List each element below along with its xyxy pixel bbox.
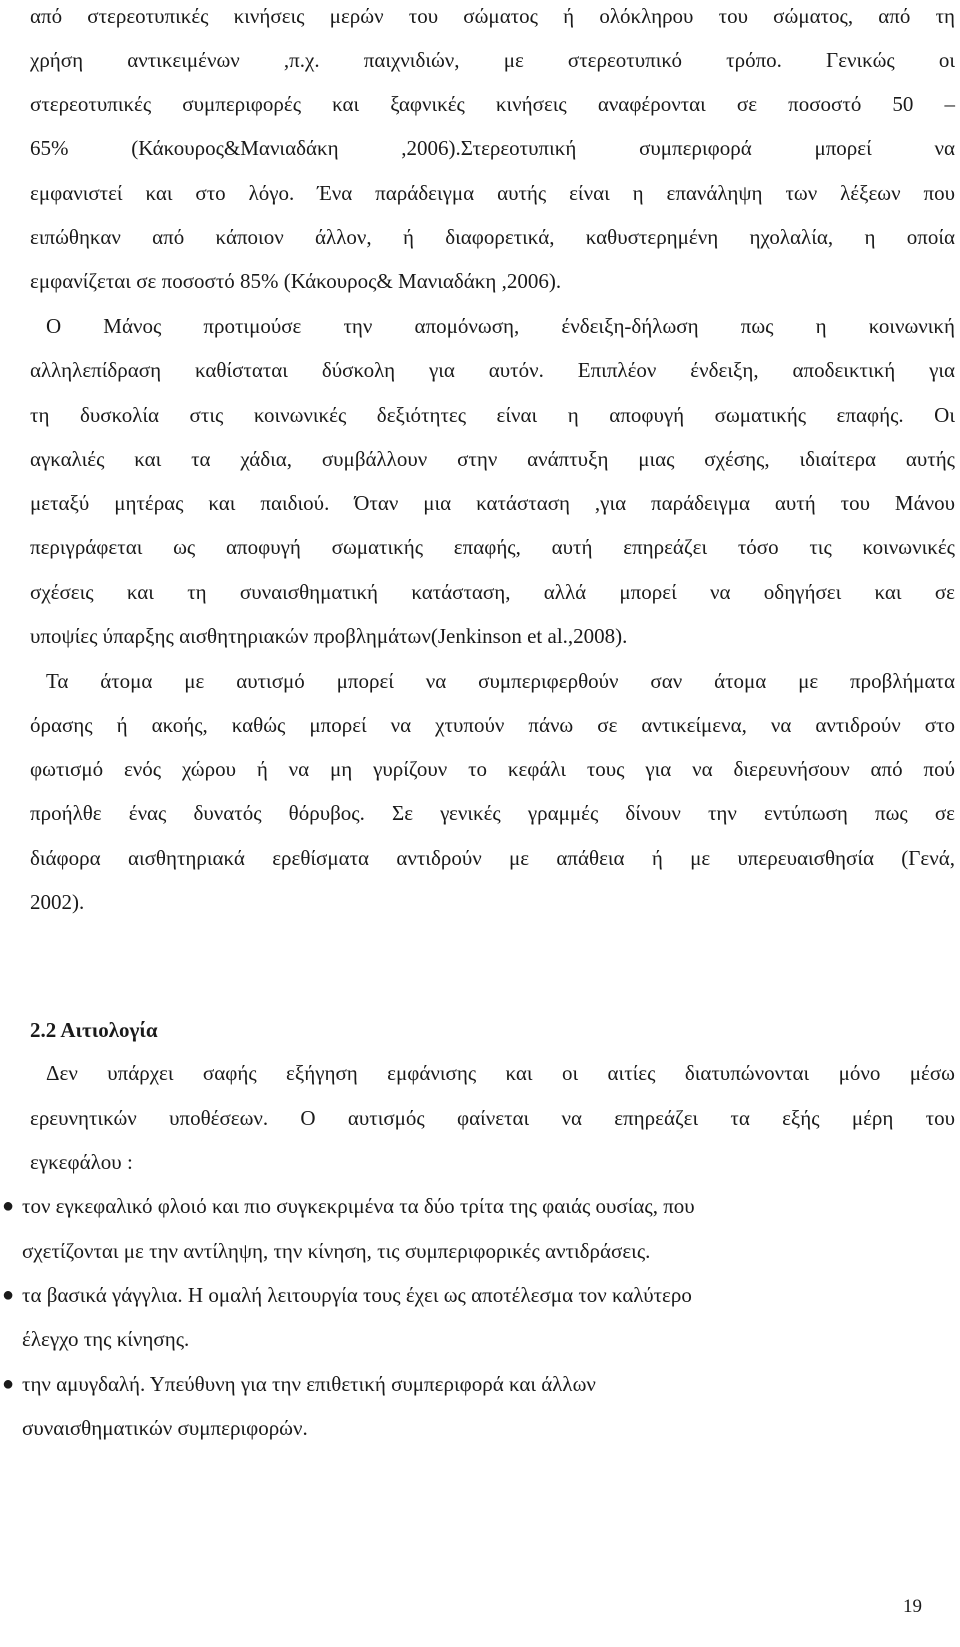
bullet-icon: ● xyxy=(2,1284,15,1306)
text-line: εμφανίζεται σε ποσοστό 85% (Κάκουρος& Μανιαδάκη ,2006). xyxy=(30,269,562,293)
text-line: Ο Μάνος προτιμούσε την απομόνωση, ένδειξη-δήλωση πως η κοινωνική xyxy=(46,314,955,338)
text-line: σχετίζονται με την αντίληψη, την κίνηση, τις συμπεριφορικές αντιδράσεις. xyxy=(22,1239,651,1263)
text-line: εμφανιστεί και στο λόγο. Ένα παράδειγμα αυτής είναι η επανάληψη των λέξεων που xyxy=(30,181,955,205)
text-line: τη δυσκολία στις κοινωνικές δεξιότητες είναι η αποφυγή σωματικής επαφής. Οι xyxy=(30,403,955,427)
text-line: αλληλεπίδραση καθίσταται δύσκολη για αυτόν. Επιπλέον ένδειξη, αποδεικτική για xyxy=(30,358,955,382)
text-line: 65% (Κάκουρος&Μανιαδάκη ,2006).Στερεοτυπική συμπεριφορά μπορεί να xyxy=(30,136,955,160)
text-line: τον εγκεφαλικό φλοιό και πιο συγκεκριμένα τα δύο τρίτα της φαιάς ουσίας, που xyxy=(22,1194,695,1218)
text-line: 2002). xyxy=(30,890,85,914)
text-line: έλεγχο της κίνησης. xyxy=(22,1327,190,1351)
text-line: Δεν υπάρχει σαφής εξήγηση εμφάνισης και οι αιτίες διατυπώνονται μόνο μέσω xyxy=(46,1061,955,1085)
text-line: προήλθε ένας δυνατός θόρυβος. Σε γενικές γραμμές δίνουν την εντύπωση πως σε xyxy=(30,801,955,825)
text-line: μεταξύ μητέρας και παιδιού. Όταν μια κατάσταση ,για παράδειγμα αυτή του Μάνου xyxy=(30,491,955,515)
section-heading: 2.2 Αιτιολογία xyxy=(30,1018,158,1042)
text-line: εγκεφάλου : xyxy=(30,1150,133,1174)
text-line: διάφορα αισθητηριακά ερεθίσματα αντιδρούν με απάθεια ή με υπερευαισθησία (Γενά, xyxy=(30,846,955,870)
text-line: φωτισμό ενός χώρου ή να μη γυρίζουν το κεφάλι τους για να διερευνήσουν από πού xyxy=(30,757,955,781)
text-line: ερευνητικών υποθέσεων. Ο αυτισμός φαίνεται να επηρεάζει τα εξής μέρη του xyxy=(30,1106,955,1130)
text-line: Τα άτομα με αυτισμό μπορεί να συμπεριφερθούν σαν άτομα με προβλήματα xyxy=(46,669,955,693)
text-line: σχέσεις και τη συναισθηματική κατάσταση, αλλά μπορεί να οδηγήσει και σε xyxy=(30,580,955,604)
text-line: από στερεοτυπικές κινήσεις μερών του σώματος ή ολόκληρου του σώματος, από τη xyxy=(30,4,955,28)
text-line: ειπώθηκαν από κάποιον άλλον, ή διαφορετικά, καθυστερημένη ηχολαλία, η οποία xyxy=(30,225,955,249)
text-line: τα βασικά γάγγλια. Η ομαλή λειτουργία τους έχει ως αποτέλεσμα τον καλύτερο xyxy=(22,1283,692,1307)
text-line: συναισθηματικών συμπεριφορών. xyxy=(22,1416,308,1440)
text-line: περιγράφεται ως αποφυγή σωματικής επαφής, αυτή επηρεάζει τόσο τις κοινωνικές xyxy=(30,535,955,559)
page-number: 19 xyxy=(903,1596,922,1617)
text-line: αγκαλιές και τα χάδια, συμβάλλουν στην ανάπτυξη μιας σχέσης, ιδιαίτερα αυτής xyxy=(30,447,955,471)
bullet-icon: ● xyxy=(2,1195,15,1217)
text-line: την αμυγδαλή. Υπεύθυνη για την επιθετική συμπεριφορά και άλλων xyxy=(22,1372,596,1396)
text-line: όρασης ή ακοής, καθώς μπορεί να χτυπούν πάνω σε αντικείμενα, να αντιδρούν στο xyxy=(30,713,955,737)
text-line: χρήση αντικειμένων ,π.χ. παιχνιδιών, με στερεοτυπικό τρόπο. Γενικώς οι xyxy=(30,48,955,72)
text-line: στερεοτυπικές συμπεριφορές και ξαφνικές κινήσεις αναφέρονται σε ποσοστό 50 – xyxy=(30,92,955,116)
bullet-icon: ● xyxy=(2,1373,15,1395)
text-line: υποψίες ύπαρξης αισθητηριακών προβλημάτων(Jenkinson et al.,2008). xyxy=(30,624,628,648)
